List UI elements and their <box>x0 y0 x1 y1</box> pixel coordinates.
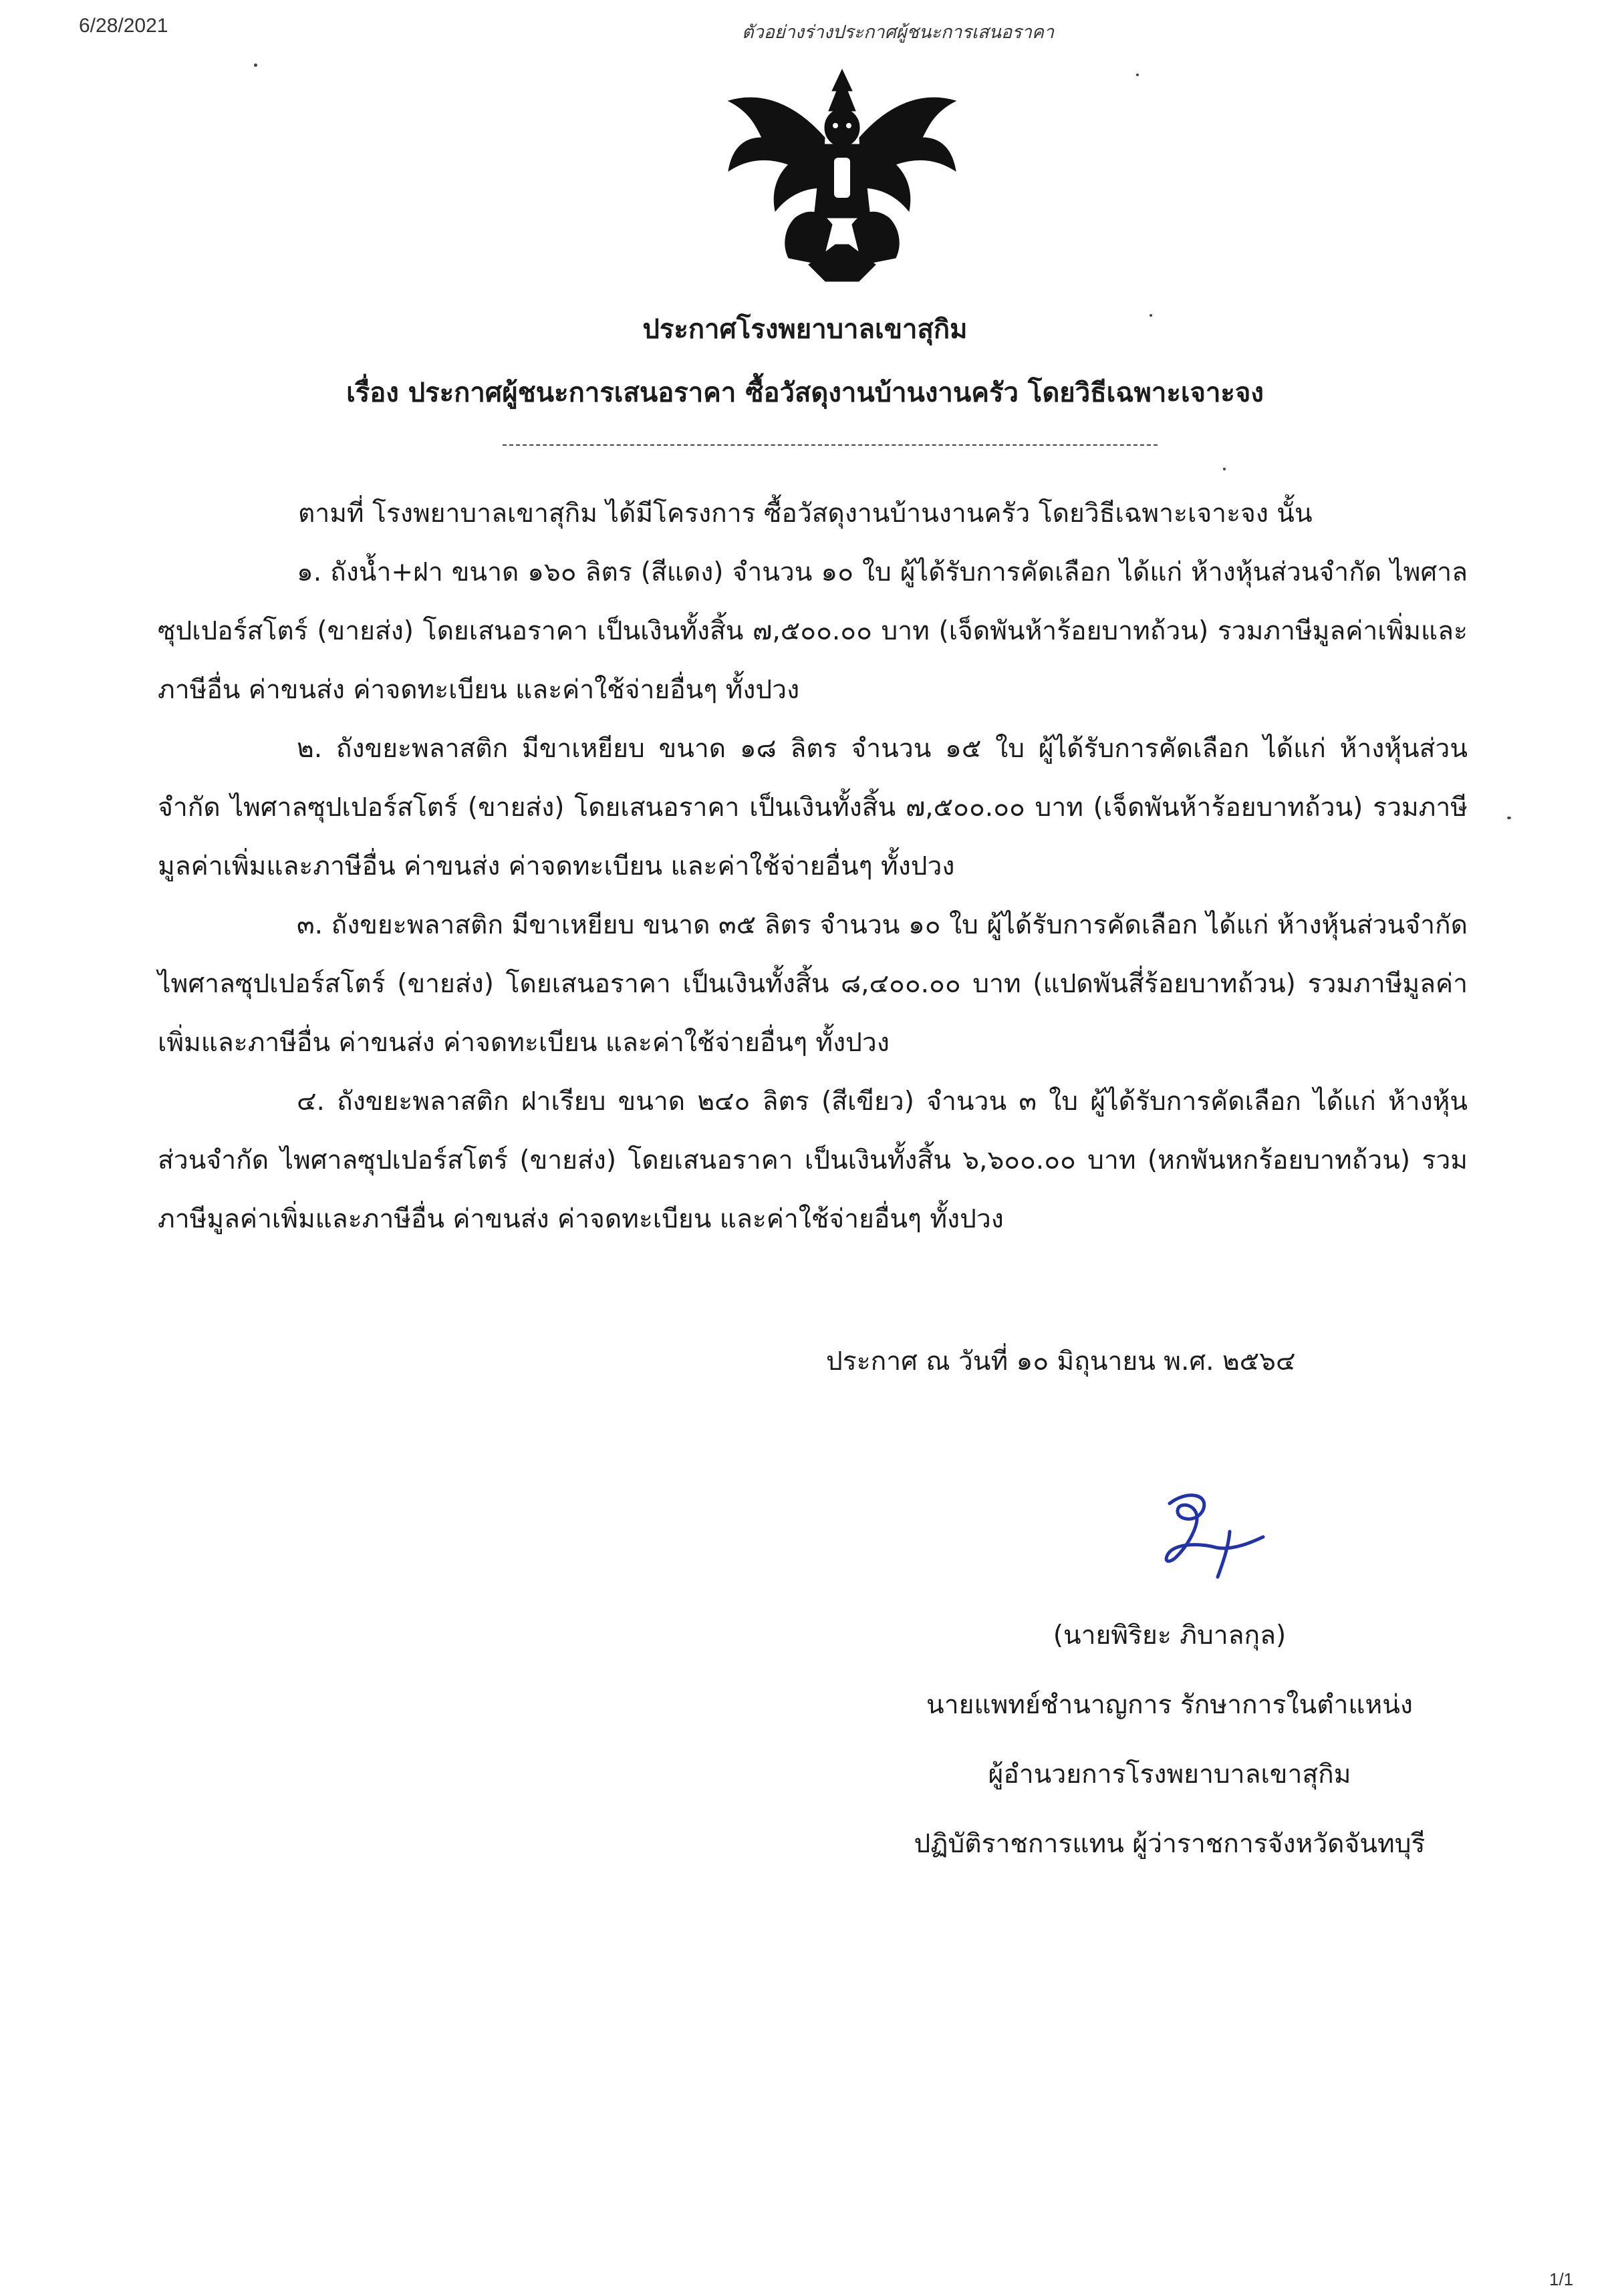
scan-speck <box>1136 74 1139 76</box>
award-item: ๒. ถังขยะพลาสติก มีขาเหยียบ ขนาด ๑๘ ลิตร จำนวน ๑๕ ใบ ผู้ได้รับการคัดเลือก ได้แก่ ห้างหุ้นส่วนจำกัด ไพศาลซุปเปอร์สโตร์ (ขายส่ง) โดยเสนอราคา เป็นเงินทั้งสิ้น ๗,๕๐๐.๐๐ บาท (เจ็ดพันห้าร้อยบาทถ้วน) รวมภาษีมูลค่าเพิ่มและภาษีอื่น ค่าขนส่ง ค่าจดทะเบียน และค่าใช้จ่ายอื่นๆ ทั้งปวง <box>158 734 1468 881</box>
print-date: 6/28/2021 <box>79 15 168 37</box>
document-caption: ตัวอย่างร่างประกาศผู้ชนะการเสนอราคา <box>742 22 1055 43</box>
page-number: 1/1 <box>1549 2269 1574 2289</box>
announcement-subject: เรื่อง ประกาศผู้ชนะการเสนอราคา ซื้อวัสดุงานบ้านงานครัว โดยวิธีเฉพาะเจาะจง <box>346 378 1264 408</box>
signatory-acting-for: ปฏิบัติราชการแทน ผู้ว่าราชการจังหวัดจันทบุรี <box>914 1829 1426 1859</box>
signatory-name: (นายพิริยะ ภิบาลกุล) <box>1053 1620 1287 1651</box>
announcement-title: ประกาศโรงพยาบาลเขาสุกิม <box>642 314 968 345</box>
scan-speck <box>1150 314 1152 317</box>
announcement-body <box>158 484 1468 1249</box>
signatory-role: ผู้อำนวยการโรงพยาบาลเขาสุกิม <box>988 1759 1351 1789</box>
award-item: ๑. ถังน้ำ+ฝา ขนาด ๑๖๐ ลิตร (สีแดง) จำนวน ๑๐ ใบ ผู้ได้รับการคัดเลือก ได้แก่ ห้างหุ้นส่วนจำกัด ไพศาลซุปเปอร์สโตร์ (ขายส่ง) โดยเสนอราคา เป็นเงินทั้งสิ้น ๗,๕๐๐.๐๐ บาท (เจ็ดพันห้าร้อยบาทถ้วน) รวมภาษีมูลค่าเพิ่มและภาษีอื่น ค่าขนส่ง ค่าจดทะเบียน และค่าใช้จ่ายอื่นๆ ทั้งปวง <box>158 557 1468 705</box>
signatory-position: นายแพทย์ชำนาญการ รักษาการในตำแหน่ง <box>926 1690 1413 1720</box>
award-item: ๔. ถังขยะพลาสติก ฝาเรียบ ขนาด ๒๔๐ ลิตร (สีเขียว) จำนวน ๓ ใบ ผู้ได้รับการคัดเลือก ได้แก่ ห้างหุ้นส่วนจำกัด ไพศาลซุปเปอร์สโตร์ (ขายส่ง) โดยเสนอราคา เป็นเงินทั้งสิ้น ๖,๖๐๐.๐๐ บาท (หกพันหกร้อยบาทถ้วน) รวมภาษีมูลค่าเพิ่มและภาษีอื่น ค่าขนส่ง ค่าจดทะเบียน และค่าใช้จ่ายอื่นๆ ทั้งปวง <box>158 1087 1468 1234</box>
award-item: ๓. ถังขยะพลาสติก มีขาเหยียบ ขนาด ๓๕ ลิตร จำนวน ๑๐ ใบ ผู้ได้รับการคัดเลือก ได้แก่ ห้างหุ้นส่วนจำกัด ไพศาลซุปเปอร์สโตร์ (ขายส่ง) โดยเสนอราคา เป็นเงินทั้งสิ้น ๘,๔๐๐.๐๐ บาท (แปดพันสี่ร้อยบาทถ้วน) รวมภาษีมูลค่าเพิ่มและภาษีอื่น ค่าขนส่ง ค่าจดทะเบียน และค่าใช้จ่ายอื่นๆ ทั้งปวง <box>158 910 1468 1058</box>
body-intro: ตามที่ โรงพยาบาลเขาสุกิม ได้มีโครงการ ซื้อวัสดุงานบ้านงานครัว โดยวิธีเฉพาะเจาะจง นั้น <box>298 498 1313 529</box>
announcement-date: ประกาศ ณ วันที่ ๑๐ มิถุนายน พ.ศ. ๒๕๖๔ <box>826 1346 1296 1377</box>
signatory-block <box>869 1601 1470 1879</box>
title-separator <box>503 444 1158 446</box>
scan-speck <box>1223 468 1226 470</box>
scan-speck <box>254 63 257 67</box>
handwritten-signature-icon <box>1129 1483 1283 1590</box>
scan-speck <box>1507 817 1511 819</box>
garuda-emblem-icon <box>715 64 969 285</box>
